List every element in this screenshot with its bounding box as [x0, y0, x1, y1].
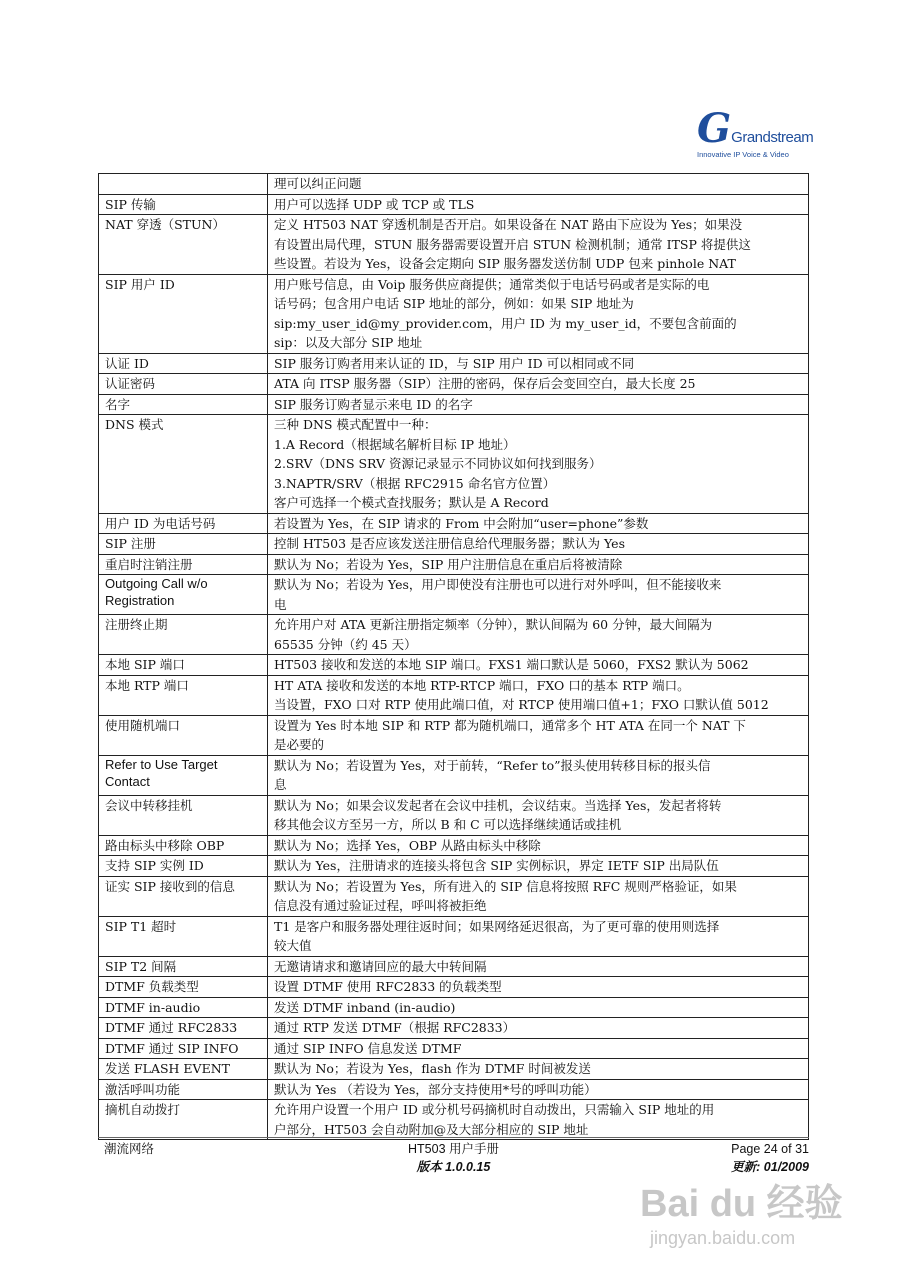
description-line: 理可以纠正问题 [274, 176, 362, 191]
table-row [99, 856, 809, 877]
description-line: sip:my_user_id@my_provider.com，用户 ID 为 my_user_id，不要包含前面的 [274, 315, 737, 331]
description-line: ATA 向 ITSP 服务器（SIP）注册的密码，保存后会变回空白，最大长度 25 [274, 376, 696, 391]
setting-description [268, 916, 809, 956]
setting-name-line: 注册终止期 [105, 617, 168, 632]
setting-description [268, 1018, 809, 1039]
setting-name [99, 274, 268, 353]
setting-name-line: 发送 FLASH EVENT [105, 1061, 230, 1076]
table-row [99, 916, 809, 956]
table-row [99, 215, 809, 275]
watermark-url: jingyan.baidu.com [650, 1228, 796, 1248]
description-line: 1.A Record（根据域名解析目标 IP 地址） [274, 436, 516, 452]
setting-name-line: SIP T1 超时 [105, 918, 177, 934]
setting-name-line: DTMF 负载类型 [105, 979, 199, 994]
description-line: sip：以及大部分 SIP 地址 [274, 335, 423, 350]
watermark-brand: Bai du 经验 [640, 1183, 843, 1225]
setting-description [268, 876, 809, 916]
setting-name-line: 激活呼叫功能 [105, 1081, 181, 1097]
table-row [99, 615, 809, 655]
table-row [99, 1100, 809, 1140]
description-line: 默认为 Yes （若设为 Yes，部分支持使用*号的呼叫功能） [274, 1081, 597, 1097]
grandstream-logo [697, 105, 814, 168]
setting-name-line: 使用随机端口 [105, 717, 181, 733]
description-line: HT ATA 接收和发送的本地 RTP-RTCP 端口，FXO 口的基本 RTP 端口。 [274, 677, 690, 693]
description-line: 通过 SIP INFO 信息发送 DTMF [274, 1040, 462, 1056]
setting-name-line: Refer to Use Target [105, 756, 218, 772]
description-line: 话号码；包含用户电话 SIP 地址的部分，例如：如果 SIP 地址为 [274, 296, 634, 311]
table-row [99, 513, 809, 534]
setting-name-line: SIP 传输 [105, 196, 156, 212]
setting-name-line: 本地 SIP 端口 [105, 657, 185, 672]
setting-name [99, 715, 268, 755]
description-line: 发送 DTMF inband (in-audio) [274, 999, 456, 1015]
table-row [99, 554, 809, 575]
table-row [99, 1038, 809, 1059]
table-row [99, 534, 809, 555]
description-line: 控制 HT503 是否应该发送注册信息给代理服务器；默认为 Yes [274, 536, 625, 551]
setting-name-line: 用户 ID 为电话号码 [105, 515, 216, 531]
description-line: 有设置出局代理，STUN 服务器需要设置开启 STUN 检测机制；通常 ITSP 将提供这 [274, 236, 751, 252]
setting-name-line: DTMF 通过 RFC2833 [105, 1020, 238, 1035]
setting-name [99, 1100, 268, 1140]
table-row [99, 374, 809, 395]
setting-name [99, 1079, 268, 1100]
footer-company: 潮流网络 [104, 1141, 155, 1156]
description-line: 用户账号信息，由 Voip 服务供应商提供；通常类似于电话号码或者是实际的电 [274, 276, 710, 292]
setting-name-line: 摘机自动拨打 [105, 1102, 181, 1117]
description-line: 默认为 No；若设置为 Yes，所有进入的 SIP 信息将按照 RFC 规则严格验证，如果 [274, 878, 737, 894]
logo-wordmark [697, 105, 814, 152]
description-line: 定义 HT503 NAT 穿透机制是否开启。如果设备在 NAT 路由下应设为 Yes；如果没 [274, 217, 743, 232]
setting-name [99, 1059, 268, 1080]
setting-description [268, 274, 809, 353]
description-line: 65535 分钟（约 45 天） [274, 636, 417, 652]
baidu-watermark [640, 1182, 890, 1250]
setting-name-line: 会议中转移挂机 [105, 797, 193, 813]
setting-name-line: Registration [105, 593, 175, 608]
setting-description [268, 856, 809, 877]
table-row [99, 755, 809, 795]
setting-description [268, 1100, 809, 1140]
description-line: 默认为 No；若设置为 Yes，对于前转，“Refer to”报头使用转移目标的报头信 [274, 757, 711, 773]
description-line: 默认为 No；若设为 Yes，SIP 用户注册信息在重启后将被清除 [274, 556, 623, 572]
setting-name [99, 675, 268, 715]
description-line: 默认为 No；若设为 Yes，用户即使没有注册也可以进行对外呼叫，但不能接收来 [274, 577, 722, 592]
setting-name [99, 174, 268, 195]
description-line: 通过 RTP 发送 DTMF（根据 RFC2833） [274, 1020, 516, 1035]
description-line: 些设置。若设为 Yes，设备会定期向 SIP 服务器发送仿制 UDP 包来 pinhole NAT [274, 256, 736, 271]
table-row [99, 353, 809, 374]
setting-name [99, 835, 268, 856]
setting-description [268, 513, 809, 534]
setting-name-line: 路由标头中移除 OBP [105, 837, 225, 853]
setting-name [99, 655, 268, 676]
description-line: 2.SRV（DNS SRV 资源记录显示不同协议如何找到服务） [274, 456, 602, 471]
setting-name [99, 1038, 268, 1059]
description-line: 默认为 No；如果会议发起者在会议中挂机，会议结束。当选择 Yes，发起者将转 [274, 797, 722, 813]
table-row [99, 1059, 809, 1080]
setting-description [268, 956, 809, 977]
setting-name-line: 认证 ID [105, 355, 149, 371]
table-row [99, 956, 809, 977]
description-line: 电 [274, 596, 287, 612]
description-line: 息 [274, 777, 287, 792]
setting-name-line: 支持 SIP 实例 ID [105, 858, 204, 873]
description-line: 信息没有通过验证过程，呼叫将被拒绝 [274, 898, 487, 913]
description-line: HT503 接收和发送的本地 SIP 端口。FXS1 端口默认是 5060，FXS2 默认为 5062 [274, 657, 749, 672]
setting-name-line: DNS 模式 [105, 417, 164, 432]
setting-description [268, 655, 809, 676]
description-line: T1 是客户和服务器处理往返时间；如果网络延迟很高，为了更可靠的使用则选择 [274, 918, 720, 934]
description-line: 较大值 [274, 938, 312, 953]
setting-description [268, 194, 809, 215]
description-line: 若设置为 Yes，在 SIP 请求的 From 中会附加“user=phone”参数 [274, 515, 649, 531]
footer-center [298, 1140, 609, 1176]
setting-name [99, 755, 268, 795]
setting-description [268, 534, 809, 555]
setting-name [99, 856, 268, 877]
setting-name [99, 374, 268, 395]
description-line: 客户可选择一个模式查找服务；默认是 A Record [274, 495, 549, 510]
setting-name-line: 重启时注销注册 [105, 556, 193, 572]
setting-name-line: SIP 用户 ID [105, 276, 175, 292]
setting-name-line: SIP 注册 [105, 536, 156, 551]
setting-name [99, 194, 268, 215]
description-line: 无邀请请求和邀请回应的最大中转间隔 [274, 958, 487, 974]
setting-name [99, 394, 268, 415]
footer-updated: 更新: 01/2009 [731, 1160, 809, 1174]
description-line: 移其他会议方至另一方，所以 B 和 C 可以选择继续通话或挂机 [274, 817, 622, 832]
table-row [99, 1018, 809, 1039]
setting-name-line: 认证密码 [105, 376, 156, 391]
description-line: 三种 DNS 模式配置中一种： [274, 417, 437, 432]
setting-name [99, 615, 268, 655]
setting-name-line: DTMF 通过 SIP INFO [105, 1040, 239, 1056]
setting-description [268, 977, 809, 998]
description-line: SIP 服务订购者显示来电 ID 的名字 [274, 396, 473, 412]
setting-description [268, 715, 809, 755]
setting-name [99, 575, 268, 615]
footer-version: 版本 1.0.0.15 [416, 1160, 491, 1174]
setting-name [99, 353, 268, 374]
sip-settings-table [98, 173, 809, 1140]
setting-name-line: 本地 RTP 端口 [105, 677, 189, 693]
description-line: 是必要的 [274, 737, 325, 752]
setting-description [268, 1038, 809, 1059]
description-line: 设置 DTMF 使用 RFC2833 的负载类型 [274, 979, 502, 994]
description-line: SIP 服务订购者用来认证的 ID，与 SIP 用户 ID 可以相同或不同 [274, 355, 635, 371]
setting-name-line: 名字 [105, 396, 131, 412]
setting-description [268, 554, 809, 575]
table-row [99, 415, 809, 514]
setting-name [99, 215, 268, 275]
setting-name [99, 554, 268, 575]
setting-description [268, 353, 809, 374]
setting-name-line: Contact [105, 773, 150, 789]
description-line: 允许用户对 ATA 更新注册指定频率（分钟），默认间隔为 60 分钟，最大间隔为 [274, 617, 713, 632]
table-row [99, 274, 809, 353]
logo-brand: Grandstream [731, 129, 814, 146]
table-row [99, 194, 809, 215]
table-row [99, 575, 809, 615]
logo-g-mark: G [697, 105, 732, 152]
setting-description [268, 575, 809, 615]
setting-name-line: DTMF in-audio [105, 999, 201, 1015]
setting-name-line: SIP T2 间隔 [105, 958, 177, 974]
setting-description [268, 394, 809, 415]
description-line: 设置为 Yes 时本地 SIP 和 RTP 都为随机端口，通常多个 HT ATA 在同一个 NAT 下 [274, 717, 746, 733]
setting-name [99, 977, 268, 998]
setting-name [99, 534, 268, 555]
footer-right [609, 1140, 809, 1176]
setting-description [268, 755, 809, 795]
setting-description [268, 1079, 809, 1100]
setting-name [99, 997, 268, 1018]
description-line: 3.NAPTR/SRV（根据 RFC2915 命名官方位置） [274, 475, 556, 491]
table-row [99, 835, 809, 856]
setting-description [268, 795, 809, 835]
setting-description [268, 675, 809, 715]
setting-description [268, 615, 809, 655]
setting-name [99, 916, 268, 956]
description-line: 允许用户设置一个用户 ID 或分机号码摘机时自动拨出，只需输入 SIP 地址的用 [274, 1102, 715, 1117]
table-row [99, 795, 809, 835]
setting-name [99, 415, 268, 514]
table-row [99, 997, 809, 1018]
setting-name [99, 513, 268, 534]
page-footer [98, 1137, 809, 1176]
setting-description [268, 215, 809, 275]
table-row [99, 876, 809, 916]
logo-tagline: Innovative IP Voice & Video [697, 150, 789, 159]
table-row [99, 394, 809, 415]
description-line: 默认为 No；若设为 Yes，flash 作为 DTMF 时间被发送 [274, 1061, 591, 1076]
footer-page-number: Page 24 of 31 [731, 1142, 809, 1156]
setting-name [99, 795, 268, 835]
setting-description [268, 374, 809, 395]
description-line: 默认为 No；选择 Yes，OBP 从路由标头中移除 [274, 837, 541, 853]
setting-name-line: NAT 穿透（STUN） [105, 217, 225, 232]
table-row [99, 715, 809, 755]
setting-description [268, 835, 809, 856]
setting-name-line: Outgoing Call w/o [105, 576, 208, 591]
footer-manual-title: HT503 用户手册 [408, 1142, 499, 1156]
description-line: 用户可以选择 UDP 或 TCP 或 TLS [274, 196, 475, 212]
description-line: 当设置，FXO 口对 RTP 使用此端口值，对 RTCP 使用端口值+1；FXO 口默认值 5012 [274, 697, 769, 712]
description-line: 户部分，HT503 会自动附加@及大部分相应的 SIP 地址 [274, 1121, 589, 1137]
setting-name [99, 956, 268, 977]
setting-name [99, 876, 268, 916]
footer-left [98, 1140, 298, 1176]
setting-description [268, 174, 809, 195]
table-row [99, 675, 809, 715]
table-row [99, 1079, 809, 1100]
setting-name-line: 证实 SIP 接收到的信息 [105, 878, 235, 894]
table-row [99, 174, 809, 195]
setting-description [268, 1059, 809, 1080]
setting-description [268, 415, 809, 514]
table-row [99, 655, 809, 676]
table-row [99, 977, 809, 998]
description-line: 默认为 Yes，注册请求的连接头将包含 SIP 实例标识，界定 IETF SIP 出局队伍 [274, 858, 719, 873]
setting-name [99, 1018, 268, 1039]
setting-description [268, 997, 809, 1018]
